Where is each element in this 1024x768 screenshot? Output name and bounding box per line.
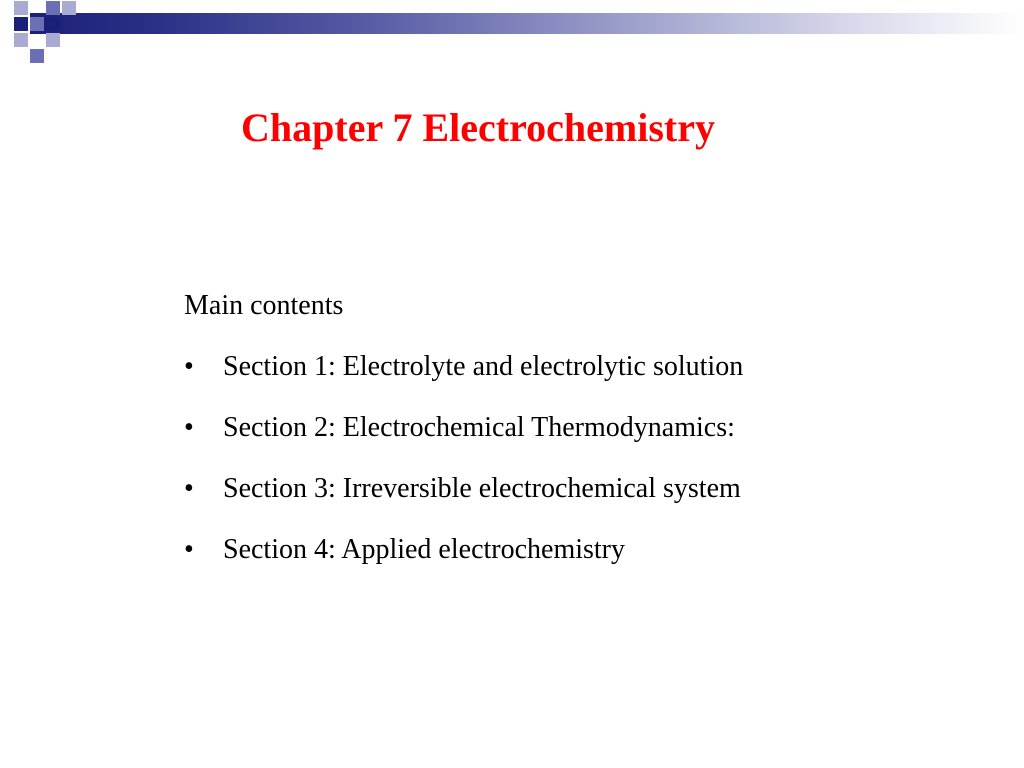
list-item [184, 472, 984, 506]
contents-heading: Main contents [184, 290, 344, 321]
decor-square [46, 33, 60, 47]
section-label: Section 2: Electrochemical Thermodynamics: [223, 412, 735, 443]
contents-block [184, 289, 984, 567]
decor-square [46, 17, 60, 31]
list-item [184, 411, 984, 445]
section-label: Section 1: Electrolyte and electrolytic solution [223, 351, 744, 382]
bullet-icon: • [184, 473, 194, 504]
decor-square [46, 1, 60, 15]
section-list [184, 350, 984, 567]
list-item [184, 350, 984, 384]
decor-square [30, 49, 44, 63]
decor-square [62, 1, 76, 15]
slide-title: Chapter 7 Electrochemistry [241, 105, 715, 150]
bullet-icon: • [184, 534, 194, 565]
section-label: Section 4: Applied electrochemistry [223, 534, 626, 565]
bullet-icon: • [184, 412, 194, 443]
decor-square [14, 17, 28, 31]
section-label: Section 3: Irreversible electrochemical system [223, 473, 741, 504]
bullet-icon: • [184, 351, 194, 382]
decor-square [14, 1, 28, 15]
decor-square [14, 33, 28, 47]
list-item [184, 533, 984, 567]
decor-square [30, 17, 44, 31]
header-gradient-band [30, 13, 1024, 34]
